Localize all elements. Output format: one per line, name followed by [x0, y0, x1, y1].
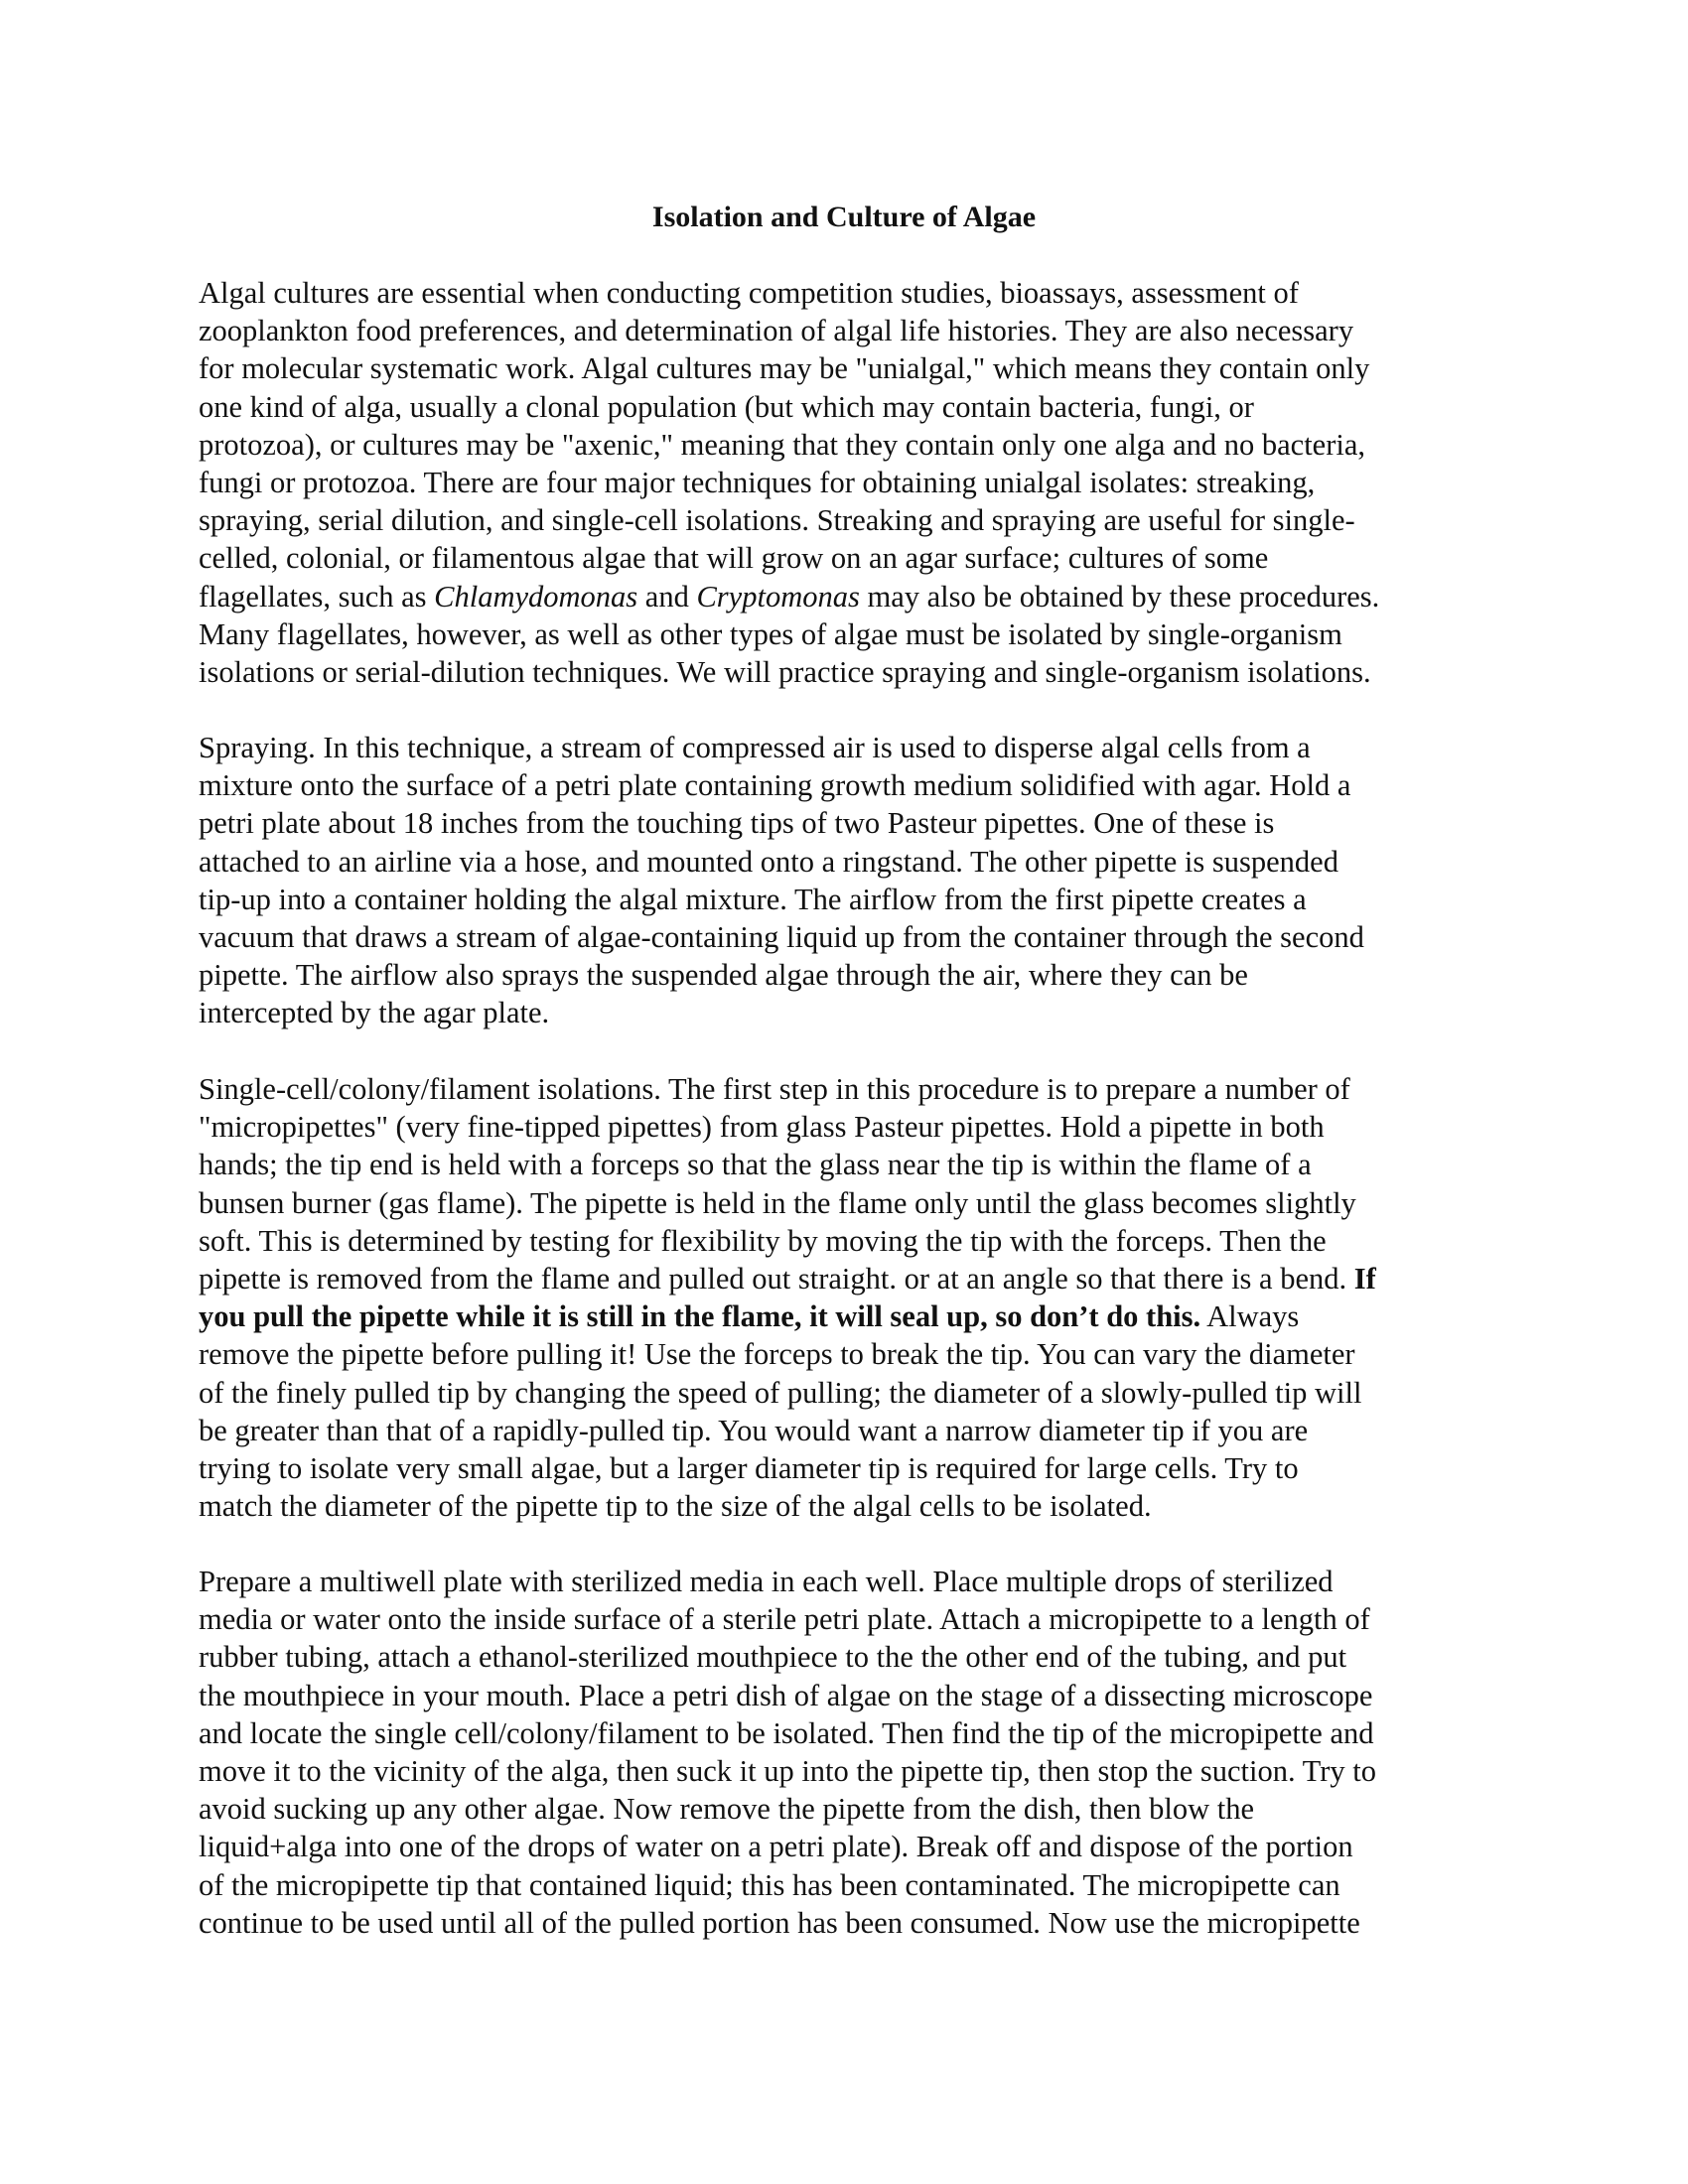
- paragraph-procedure: [199, 1563, 1489, 1942]
- text-line: attached to an airline via a hose, and mounted onto a ringstand. The other pipette is suspended: [199, 844, 1338, 879]
- text-line: move it to the vicinity of the alga, then suck it up into the pipette tip, then stop the suction. Try to: [199, 1754, 1376, 1789]
- text-line: remove the pipette before pulling it! Use the forceps to break the tip. You can vary the diameter: [199, 1337, 1355, 1372]
- text-line: and locate the single cell/colony/filament to be isolated. Then find the tip of the micropipette and: [199, 1715, 1374, 1750]
- text-line: Many flagellates, however, as well as other types of algae must be isolated by single-organism: [199, 616, 1342, 651]
- text-line: spraying, serial dilution, and single-cell isolations. Streaking and spraying are useful for single-: [199, 503, 1355, 538]
- warning-text: If: [1353, 1262, 1376, 1297]
- text-line: Prepare a multiwell plate with sterilized media in each well. Place multiple drops of sterilized: [199, 1565, 1334, 1598]
- text-line: mixture onto the surface of a petri plate containing growth medium solidified with agar. Hold a: [199, 768, 1351, 803]
- text-line: trying to isolate very small algae, but a larger diameter tip is required for large cells. Try to: [199, 1451, 1299, 1486]
- text-line: one kind of alga, usually a clonal population (but which may contain bacteria, fungi, or: [199, 389, 1254, 424]
- text-line: isolations or serial-dilution techniques. We will practice spraying and single-organism isolations.: [199, 655, 1371, 690]
- text-line: vacuum that draws a stream of algae-containing liquid up from the container through the second: [199, 920, 1364, 955]
- text-line: pipette. The airflow also sprays the suspended algae through the air, where they can be: [199, 958, 1248, 993]
- text-line: Algal cultures are essential when conducting competition studies, bioassays, assessment of: [199, 276, 1299, 310]
- text-run: and: [637, 579, 697, 614]
- text-line: bunsen burner (gas flame). The pipette is held in the flame only until the glass becomes slightly: [199, 1185, 1356, 1220]
- text-run: flagellates, such as: [199, 579, 435, 614]
- paragraph-isolations: [199, 1070, 1489, 1525]
- text-line: zooplankton food preferences, and determination of algal life histories. They are also necessary: [199, 314, 1354, 348]
- text-line: be greater than that of a rapidly-pulled tip. You would want a narrow diameter tip if you are: [199, 1413, 1309, 1447]
- text-line: fungi or protozoa. There are four major techniques for obtaining unialgal isolates: streaking,: [199, 466, 1316, 500]
- text-line: intercepted by the agar plate.: [199, 996, 550, 1030]
- text-line: hands; the tip end is held with a forceps so that the glass near the tip is within the flame of a: [199, 1148, 1312, 1182]
- text-line: match the diameter of the pipette tip to the size of the algal cells to be isolated.: [199, 1489, 1152, 1524]
- paragraph-intro: [199, 274, 1489, 691]
- text-line: of the micropipette tip that contained liquid; this has been contaminated. The micropipette can: [199, 1867, 1340, 1902]
- text-line: the mouthpiece in your mouth. Place a petri dish of algae on the stage of a dissecting microscope: [199, 1678, 1373, 1712]
- genus-name-chlamydomonas: Chlamydomonas: [434, 579, 638, 614]
- text-line: Single-cell/colony/filament isolations. The first step in this procedure is to prepare a number of: [199, 1072, 1350, 1106]
- text-line: continue to be used until all of the pulled portion has been consumed. Now use the micropipette: [199, 1905, 1360, 1940]
- text-line: liquid+alga into one of the drops of water on a petri plate). Break off and dispose of the portion: [199, 1830, 1353, 1864]
- warning-text: you pull the pipette while it is still in the flame, it will seal up, so don’t do this.: [199, 1299, 1201, 1334]
- text-line: media or water onto the inside surface of a sterile petri plate. Attach a micropipette to a length of: [199, 1602, 1370, 1637]
- text-line: of the finely pulled tip by changing the speed of pulling; the diameter of a slowly-pulled tip will: [199, 1375, 1362, 1410]
- paragraph-spraying: [199, 729, 1489, 1032]
- text-line: avoid sucking up any other algae. Now remove the pipette from the dish, then blow the: [199, 1792, 1254, 1827]
- text-line: "micropipettes" (very fine-tipped pipettes) from glass Pasteur pipettes. Hold a pipette in both: [199, 1110, 1325, 1145]
- document-title: Isolation and Culture of Algae: [651, 201, 1037, 233]
- text-line: rubber tubing, attach a ethanol-sterilized mouthpiece to the the other end of the tubing, and put: [199, 1640, 1347, 1675]
- text-line: petri plate about 18 inches from the touching tips of two Pasteur pipettes. One of these is: [199, 806, 1275, 841]
- text-line: [199, 1260, 1489, 1297]
- genus-name-cryptomonas: Cryptomonas: [696, 579, 860, 614]
- text-line: protozoa), or cultures may be "axenic," meaning that they contain only one alga and no bacteria,: [199, 427, 1365, 462]
- text-line: Spraying. In this technique, a stream of compressed air is used to disperse algal cells from a: [199, 731, 1311, 764]
- text-line: [199, 1297, 1489, 1335]
- text-run: Always: [1200, 1299, 1300, 1334]
- text-run: may also be obtained by these procedures.: [859, 579, 1380, 614]
- text-line: for molecular systematic work. Algal cultures may be "unialgal," which means they contain only: [199, 351, 1370, 386]
- text-line: soft. This is determined by testing for flexibility by moving the tip with the forceps. Then the: [199, 1223, 1327, 1258]
- text-run: pipette is removed from the flame and pulled out straight. or at an angle so that there is a bend.: [199, 1262, 1354, 1297]
- text-line: tip-up into a container holding the algal mixture. The airflow from the first pipette creates a: [199, 882, 1307, 916]
- text-line: celled, colonial, or filamentous algae that will grow on an agar surface; cultures of some: [199, 541, 1269, 576]
- text-line: [199, 578, 1489, 615]
